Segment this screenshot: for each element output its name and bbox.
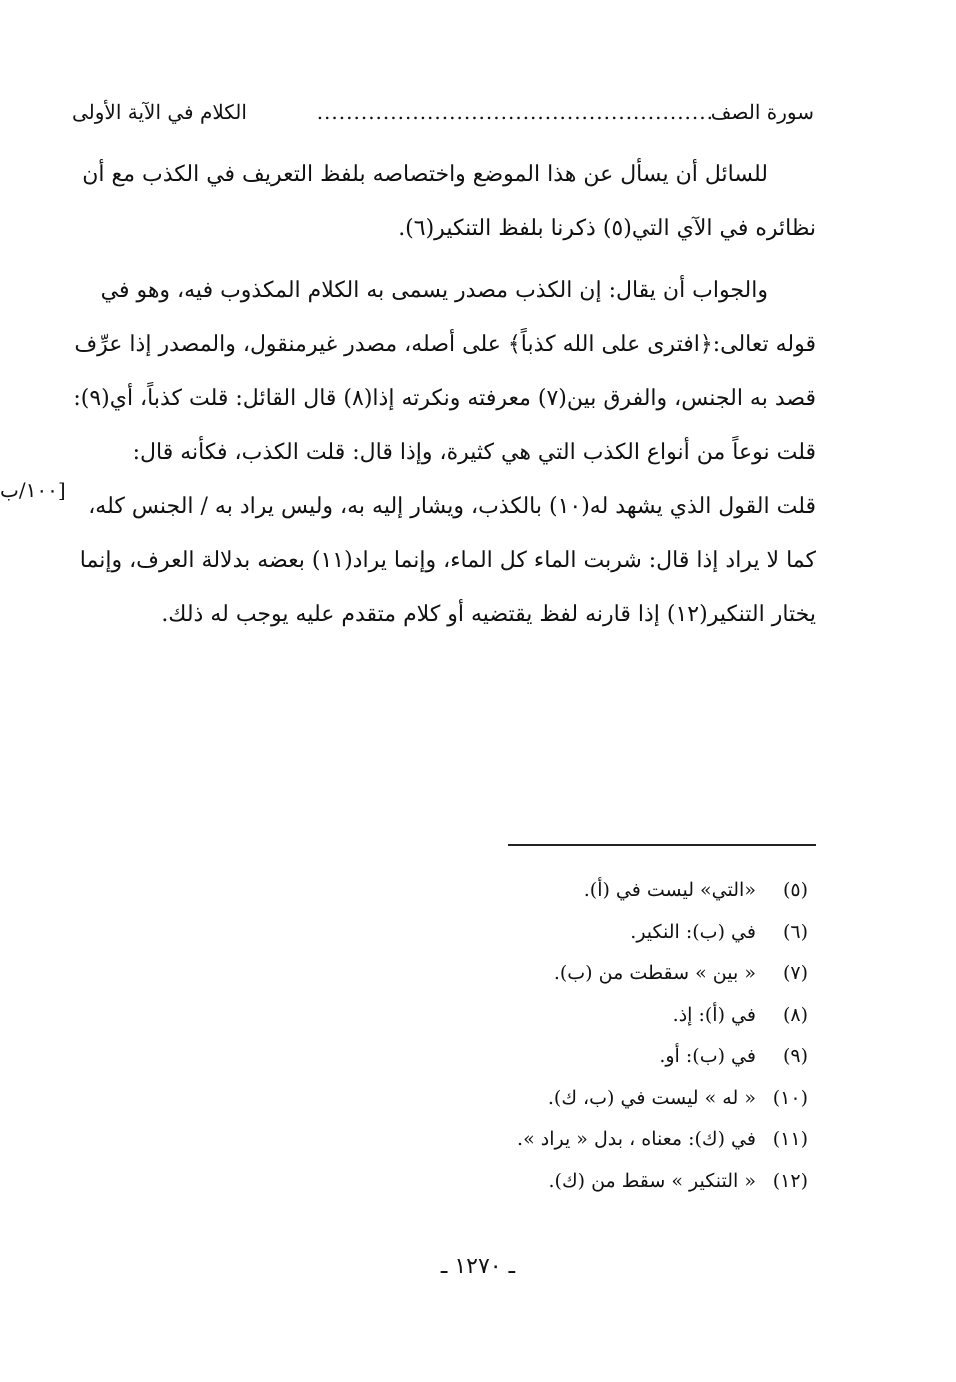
footnote-item — [388, 953, 808, 995]
footnote-text: « بين » سقطت من (ب). — [553, 962, 756, 984]
footnote-number: (٩) — [782, 1045, 808, 1067]
footnote-text: « التنكير » سقط من (ك). — [548, 1169, 756, 1192]
footnote-number: (٥) — [782, 879, 808, 901]
paragraph-question — [66, 148, 816, 256]
footnote-number: (١٢) — [772, 1169, 808, 1192]
text-line: للسائل أن يسأل عن هذا الموضع واختصاصه بلفظ التعريف في الكذب مع أن — [82, 162, 768, 187]
footnote-text: «التي» ليست في (أ). — [583, 879, 756, 901]
manuscript-folio-marker: [١٠٠/ب — [0, 478, 66, 502]
footnotes — [388, 870, 808, 1202]
paragraph-answer — [66, 264, 816, 642]
header-sura-name: سورة الصف — [710, 100, 814, 124]
footnote-item — [388, 1036, 808, 1078]
footnote-item — [388, 1119, 808, 1161]
page-number: ـ ١٢٧٠ ـ — [440, 1254, 516, 1279]
text-line: كما لا يراد إذا قال: شربت الماء كل الماء، وإنما يراد(١١) بعضه بدلالة العرف، وإنما — [79, 548, 816, 573]
text-line: والجواب أن يقال: إن الكذب مصدر يسمى به الكلام المكذوب فيه، وهو في — [100, 278, 768, 303]
text-line: قوله تعالى:﴿افترى على الله كذباً﴾ على أصله، مصدر غيرمنقول، والمصدر إذا عرِّف — [74, 332, 816, 357]
text-line: قلت نوعاً من أنواع الكذب التي هي كثيرة، وإذا قال: قلت الكذب، فكأنه قال: — [132, 440, 816, 465]
text-line: قصد به الجنس، والفرق بين(٧) معرفته ونكرته إذا(٨) قال القائل: قلت كذباً، أي(٩): — [73, 386, 816, 411]
footnote-text: في (ب): النكير. — [630, 920, 756, 943]
footnote-text: في (ك): معناه ، بدل « يراد ». — [517, 1128, 756, 1150]
header-topic: الكلام في الآية الأولى — [72, 100, 247, 124]
header-leader-dots: ...................................................... — [316, 100, 714, 124]
footnote-number: (٧) — [782, 962, 808, 984]
footnote-text: في (أ): إذ. — [672, 1003, 756, 1026]
footnote-divider — [508, 844, 816, 846]
footnote-number: (٨) — [782, 1003, 808, 1026]
footnote-number: (١٠) — [772, 1086, 808, 1109]
footnote-item — [388, 995, 808, 1037]
footnote-text: « له » ليست في (ب، ك). — [547, 1086, 756, 1109]
footnote-text: في (ب): أو. — [659, 1045, 756, 1067]
footnote-item — [388, 1078, 808, 1120]
running-header — [72, 100, 814, 134]
footnote-item — [388, 870, 808, 912]
text-line: يختار التنكير(١٢) إذا قارنه لفظ يقتضيه أو كلام متقدم عليه يوجب له ذلك. — [161, 602, 816, 627]
footnote-item — [388, 912, 808, 954]
text-line: نظائره في الآي التي(٥) ذكرنا بلفظ التنكير(٦). — [398, 216, 816, 241]
footnote-number: (٦) — [782, 920, 808, 943]
text-line: قلت القول الذي يشهد له(١٠) بالكذب، ويشار إليه به، وليس يراد به / الجنس كله، — [88, 494, 816, 519]
footnote-number: (١١) — [772, 1128, 808, 1150]
footnote-item — [388, 1161, 808, 1203]
